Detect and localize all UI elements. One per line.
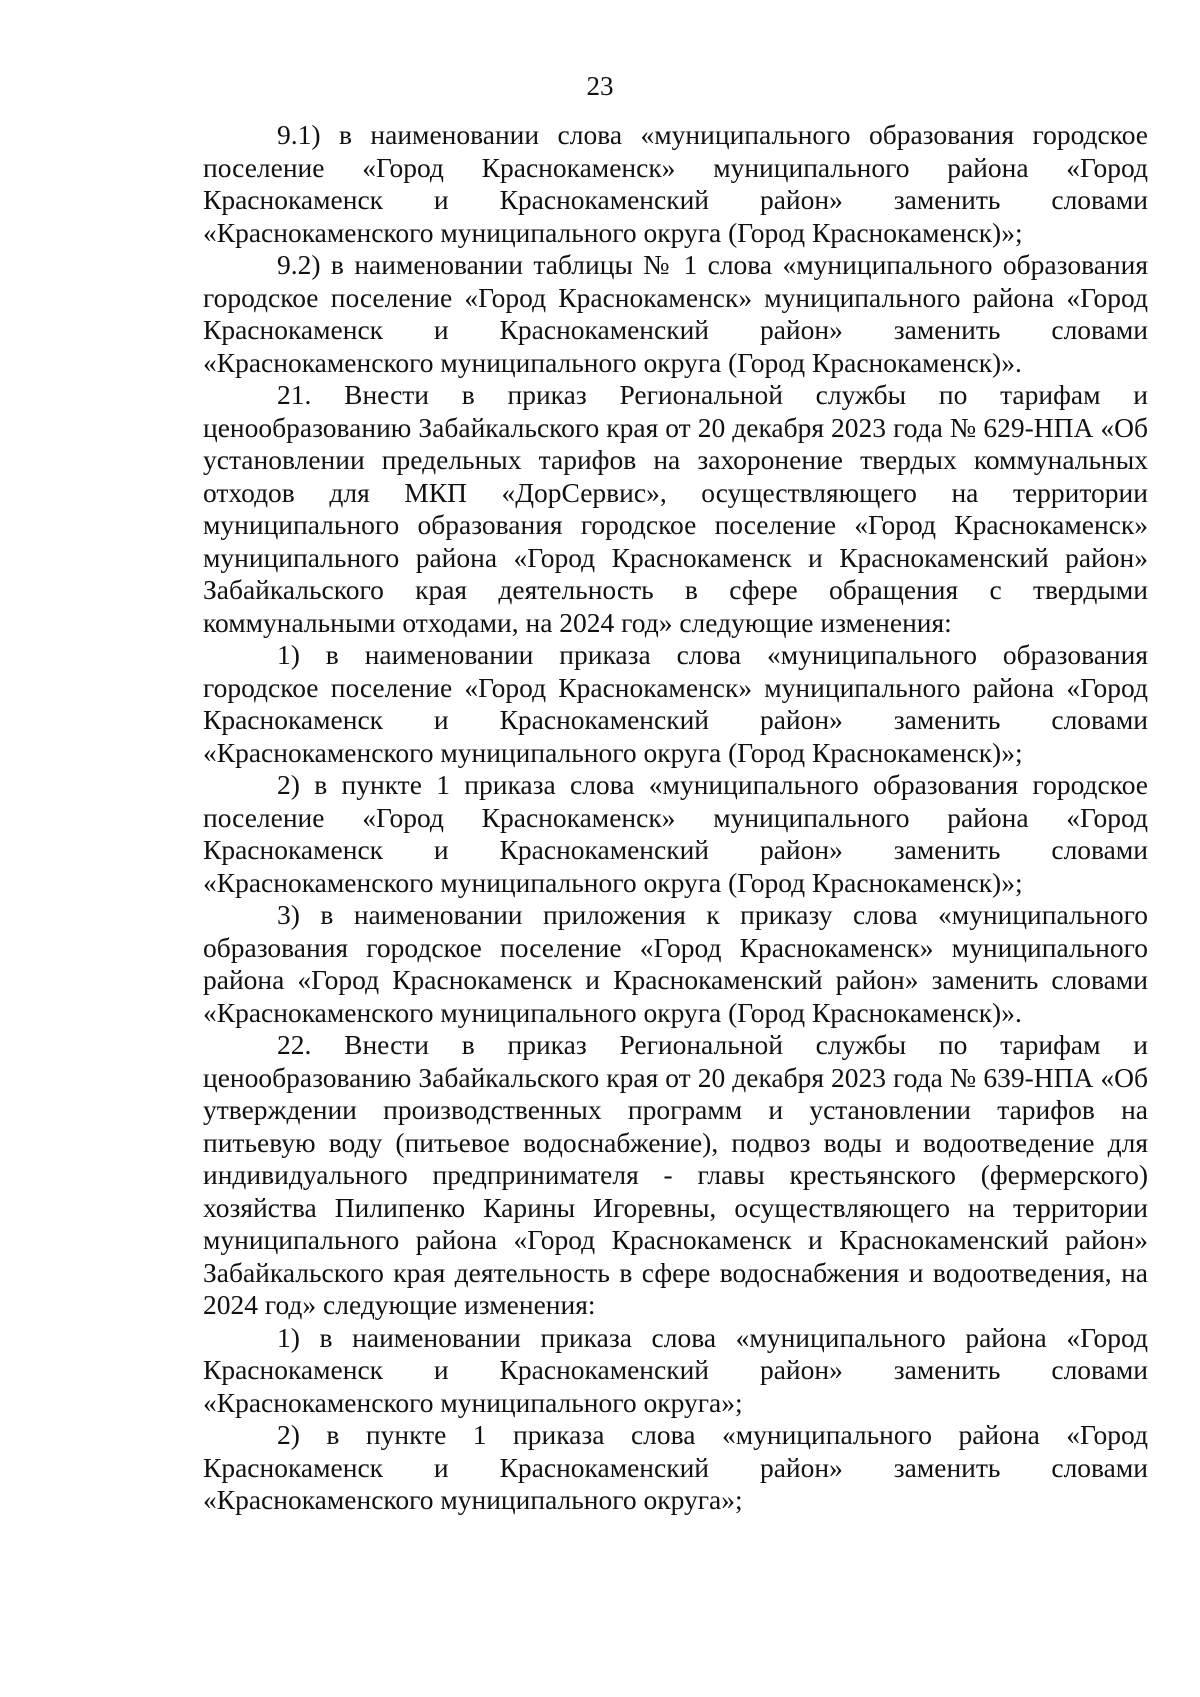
paragraph-9-1: 9.1) в наименовании слова «муниципального образования городское поселение «Город Краснокаменск» муниципального района «Город Краснокаменск и Краснокаменский район» заменить словами «Краснокаменского муниципального округа (Город Краснокаменск)»; xyxy=(203,119,1148,248)
paragraph-22: 22. Внести в приказ Региональной службы по тарифам и ценообразованию Забайкальского края от 20 декабря 2023 года № 639-НПА «Об утверждении производственных программ и установлении тарифов на питьевую воду (питьевое водоснабжение), подвоз воды и водоотведение для индивидуального предпринимателя - главы крестьянского (фермерского) хозяйства Пилипенко Карины Игоревны, осуществляющего на территории муниципального района «Город Краснокаменск и Краснокаменский район» Забайкальского края деятельность в сфере водоснабжения и водоотведения, на 2024 год» следующие изменения: xyxy=(203,1029,1148,1320)
document-body xyxy=(203,119,1148,1517)
paragraph-21-3: 3) в наименовании приложения к приказу слова «муниципального образования городское поселение «Город Краснокаменск» муниципального района «Город Краснокаменск и Краснокаменский район» заменить словами «Краснокаменского муниципального округа (Город Краснокаменск)». xyxy=(203,899,1148,1028)
paragraph-22-1: 1) в наименовании приказа слова «муниципального района «Город Краснокаменск и Краснокаменский район» заменить словами «Краснокаменского муниципального округа»; xyxy=(203,1321,1148,1418)
paragraph-22-2: 2) в пункте 1 приказа слова «муниципального района «Город Краснокаменск и Краснокаменский район» заменить словами «Краснокаменского муниципального округа»; xyxy=(203,1419,1148,1515)
paragraph-21: 21. Внести в приказ Региональной службы по тарифам и ценообразованию Забайкальского края от 20 декабря 2023 года № 629-НПА «Об установлении предельных тарифов на захоронение твердых коммунальных отходов для МКП «ДорСервис», осуществляющего на территории муниципального образования городское поселение «Город Краснокаменск» муниципального района «Город Краснокаменск и Краснокаменский район» Забайкальского края деятельность в сфере обращения с твердыми коммунальными отходами, на 2024 год» следующие изменения: xyxy=(203,379,1148,638)
paragraph-21-1: 1) в наименовании приказа слова «муниципального образования городское поселение «Город Краснокаменск» муниципального района «Город Краснокаменск и Краснокаменский район» заменить словами «Краснокаменского муниципального округа (Город Краснокаменск)»; xyxy=(203,639,1148,768)
paragraph-21-2: 2) в пункте 1 приказа слова «муниципального образования городское поселение «Город Краснокаменск» муниципального района «Город Краснокаменск и Краснокаменский район» заменить словами «Краснокаменского муниципального округа (Город Краснокаменск)»; xyxy=(203,769,1148,898)
page-number: 23 xyxy=(586,71,614,101)
paragraph-9-2: 9.2) в наименовании таблицы № 1 слова «муниципального образования городское поселение «Город Краснокаменск» муниципального района «Город Краснокаменск и Краснокаменский район» заменить словами «Краснокаменского муниципального округа (Город Краснокаменск)». xyxy=(203,249,1148,378)
